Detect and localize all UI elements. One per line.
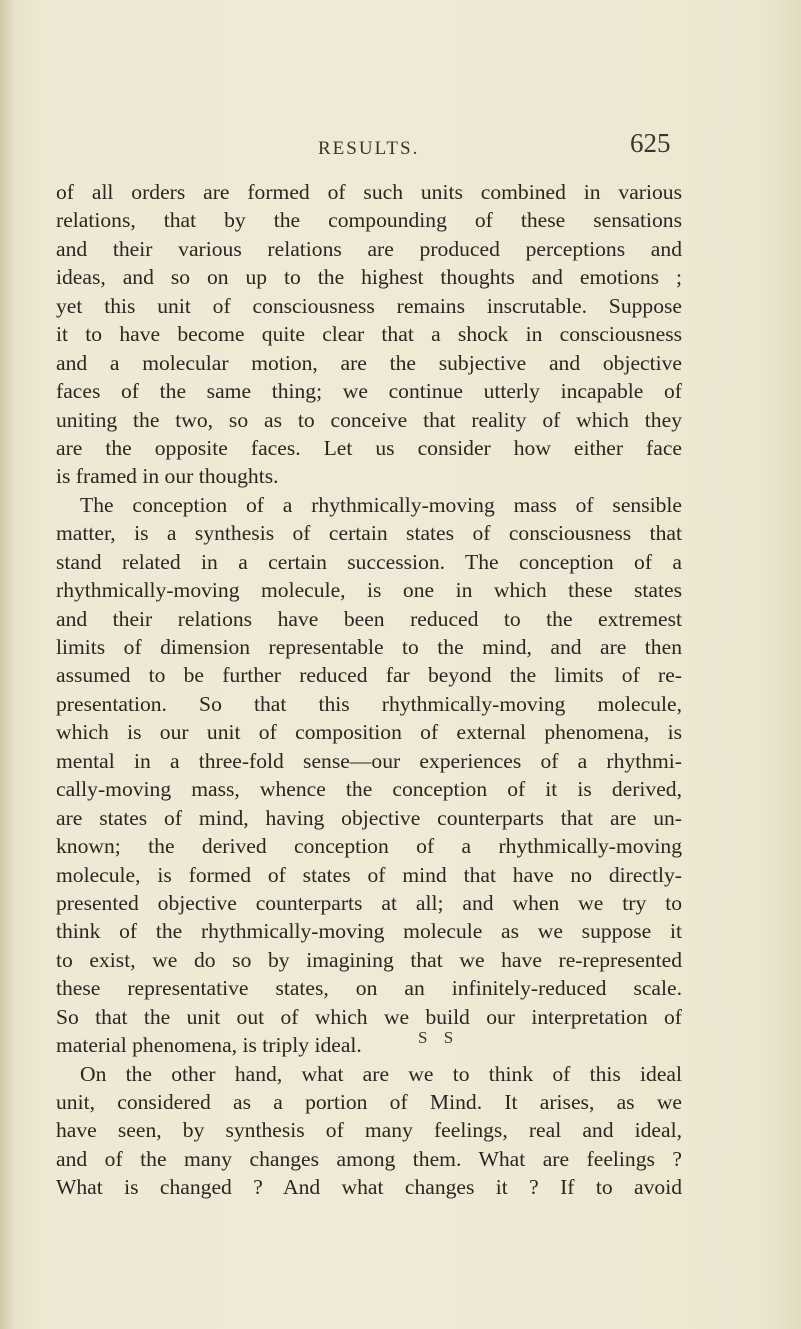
text-line: cally-moving mass, whence the conception of it is derived, — [56, 777, 682, 802]
text-line: material phenomena, is triply ideal. — [56, 1033, 362, 1058]
text-line: are the opposite faces. Let us consider how either face — [56, 435, 682, 460]
text-line: and a molecular motion, are the subjective and objective — [56, 350, 682, 375]
text-line: is framed in our thoughts. — [56, 464, 279, 489]
text-line: known; the derived conception of a rhythmically-moving — [56, 834, 682, 859]
text-line: yet this unit of consciousness remains inscrutable. Suppose — [56, 293, 682, 318]
text-line: On the other hand, what are we to think of this ideal — [80, 1061, 682, 1086]
text-line: mental in a three-fold sense—our experiences of a rhythmi- — [56, 748, 682, 773]
text-line: What is changed ? And what changes it ? If to avoid — [56, 1175, 682, 1200]
text-line: think of the rhythmically-moving molecule as we suppose it — [56, 919, 682, 944]
text-line: and their various relations are produced perceptions and — [56, 236, 682, 261]
text-line: So that the unit out of which we build our interpretation of — [56, 1004, 682, 1029]
page-gutter-shadow — [0, 0, 14, 1329]
text-line: ideas, and so on up to the highest thoughts and emotions ; — [56, 265, 682, 290]
text-line: of all orders are formed of such units combined in various — [56, 180, 682, 204]
text-line: uniting the two, so as to conceive that reality of which they — [56, 407, 682, 432]
text-line: matter, is a synthesis of certain states of consciousness that — [56, 521, 682, 546]
text-line: faces of the same thing; we continue utterly incapable of — [56, 379, 682, 404]
text-line: and of the many changes among them. What are feelings ? — [56, 1146, 682, 1171]
text-line: rhythmically-moving molecule, is one in which these states — [56, 578, 682, 603]
text-line: have seen, by synthesis of many feelings, real and ideal, — [56, 1118, 682, 1143]
text-line: unit, considered as a portion of Mind. It arises, as we — [56, 1090, 682, 1114]
text-line: The conception of a rhythmically-moving mass of sensible — [80, 492, 682, 517]
text-line: it to have become quite clear that a shock in consciousness — [56, 322, 682, 347]
text-line: assumed to be further reduced far beyond the limits of re- — [56, 663, 682, 688]
text-line: presented objective counterparts at all; and when we try to — [56, 890, 682, 915]
text-line: to exist, we do so by imagining that we have re-represented — [56, 947, 682, 972]
page-number: 625 — [630, 128, 671, 158]
text-line: which is our unit of composition of external phenomena, is — [56, 720, 682, 745]
text-line: limits of dimension representable to the mind, and are then — [56, 635, 682, 659]
running-head: RESULTS. — [318, 138, 420, 159]
signature-mark: S S — [418, 1028, 460, 1047]
body-text — [56, 178, 682, 1202]
text-line: molecule, is formed of states of mind that have no directly- — [56, 862, 682, 887]
text-line: relations, that by the compounding of these sensations — [56, 208, 682, 233]
text-line: presentation. So that this rhythmically-moving molecule, — [56, 691, 682, 716]
text-line: stand related in a certain succession. The conception of a — [56, 549, 682, 574]
text-line: are states of mind, having objective counterparts that are un- — [56, 805, 682, 830]
text-line: and their relations have been reduced to the extremest — [56, 606, 682, 631]
text-line: these representative states, on an infinitely-reduced scale. — [56, 976, 682, 1001]
